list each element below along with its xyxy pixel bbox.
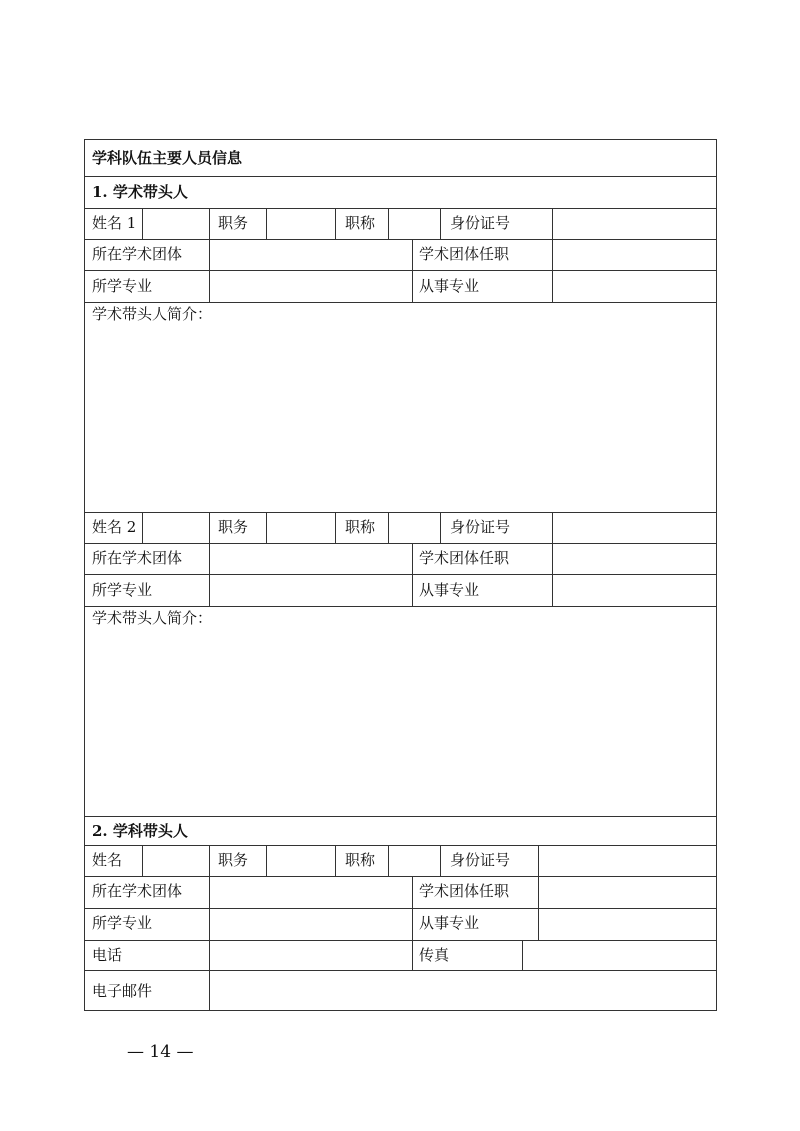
row-divider [84,176,717,177]
id-number-1-value[interactable] [556,214,712,232]
duty-2-value[interactable] [270,518,332,536]
duty-2-label: 职务 [218,518,249,536]
section-heading-academic-leader: 1. 学术带头人 [92,183,188,201]
row-divider [84,940,717,941]
duty-value[interactable] [270,851,332,869]
field-2-value[interactable] [556,581,712,599]
field-value[interactable] [542,914,712,932]
rank-value[interactable] [392,851,437,869]
name-1-value[interactable] [146,214,206,232]
col-divider [142,845,143,876]
org-role-1-value[interactable] [556,245,712,263]
rank-label: 职称 [345,851,376,869]
org-1-value[interactable] [214,245,408,263]
col-divider [440,845,441,876]
col-divider [209,208,210,302]
id-number-2-value[interactable] [556,518,712,536]
name-label: 姓名 [92,851,123,869]
phone-label: 电话 [92,946,123,964]
form-title: 学科队伍主要人员信息 [92,149,243,167]
fax-value[interactable] [526,946,712,964]
col-divider [388,512,389,543]
fax-label: 传真 [419,946,450,964]
duty-label: 职务 [218,851,249,869]
col-divider [440,512,441,543]
major-label: 所学专业 [92,914,153,932]
org-role-1-label: 学术团体任职 [419,245,510,263]
rank-2-value[interactable] [392,518,437,536]
major-1-label: 所学专业 [92,277,153,295]
col-divider [335,845,336,876]
email-label: 电子邮件 [92,982,153,1000]
row-divider [84,816,717,817]
org-label: 所在学术团体 [92,882,183,900]
field-2-label: 从事专业 [419,581,480,599]
row-divider [84,512,717,513]
org-2-value[interactable] [214,549,408,567]
col-divider [552,512,553,606]
col-divider [335,512,336,543]
org-1-label: 所在学术团体 [92,245,183,263]
bio-1-label: 学术带头人简介： [92,305,213,323]
field-1-value[interactable] [556,277,712,295]
email-value[interactable] [214,982,712,1000]
org-value[interactable] [214,882,408,900]
col-divider [412,876,413,970]
col-divider [388,208,389,239]
id-number-value[interactable] [542,851,712,869]
field-label: 从事专业 [419,914,480,932]
col-divider [388,845,389,876]
org-2-label: 所在学术团体 [92,549,183,567]
rank-1-value[interactable] [392,214,437,232]
row-divider [84,606,717,607]
row-divider [84,239,717,240]
col-divider [440,208,441,239]
col-divider [266,512,267,543]
row-divider [84,845,717,846]
name-2-value[interactable] [146,518,206,536]
page-number: — 14 — [127,1042,194,1062]
org-role-2-label: 学术团体任职 [419,549,510,567]
col-divider [266,208,267,239]
id-number-2-label: 身份证号 [450,518,511,536]
duty-1-value[interactable] [270,214,332,232]
row-divider [84,302,717,303]
row-divider [84,574,717,575]
duty-1-label: 职务 [218,214,249,232]
name-1-label: 姓名 1 [92,214,137,232]
major-value[interactable] [214,914,408,932]
org-role-label: 学术团体任职 [419,882,510,900]
bio-2-value[interactable] [92,630,710,810]
col-divider [142,512,143,543]
phone-value[interactable] [214,946,408,964]
col-divider [142,208,143,239]
name-2-label: 姓名 2 [92,518,137,536]
rank-2-label: 职称 [345,518,376,536]
org-role-2-value[interactable] [556,549,712,567]
col-divider [209,512,210,606]
rank-1-label: 职称 [345,214,376,232]
major-1-value[interactable] [214,277,408,295]
row-divider [84,208,717,209]
name-value[interactable] [146,851,206,869]
col-divider [209,845,210,1011]
section-heading-discipline-leader: 2. 学科带头人 [92,822,188,840]
bio-1-value[interactable] [92,326,710,506]
id-number-1-label: 身份证号 [450,214,511,232]
row-divider [84,543,717,544]
bio-2-label: 学术带头人简介： [92,609,213,627]
col-divider [335,208,336,239]
col-divider [412,543,413,606]
major-2-value[interactable] [214,581,408,599]
col-divider [552,208,553,302]
col-divider [412,239,413,302]
row-divider [84,876,717,877]
row-divider [84,908,717,909]
major-2-label: 所学专业 [92,581,153,599]
col-divider [522,940,523,970]
row-divider [84,270,717,271]
field-1-label: 从事专业 [419,277,480,295]
col-divider [538,845,539,940]
row-divider [84,970,717,971]
col-divider [266,845,267,876]
id-number-label: 身份证号 [450,851,511,869]
org-role-value[interactable] [542,882,712,900]
